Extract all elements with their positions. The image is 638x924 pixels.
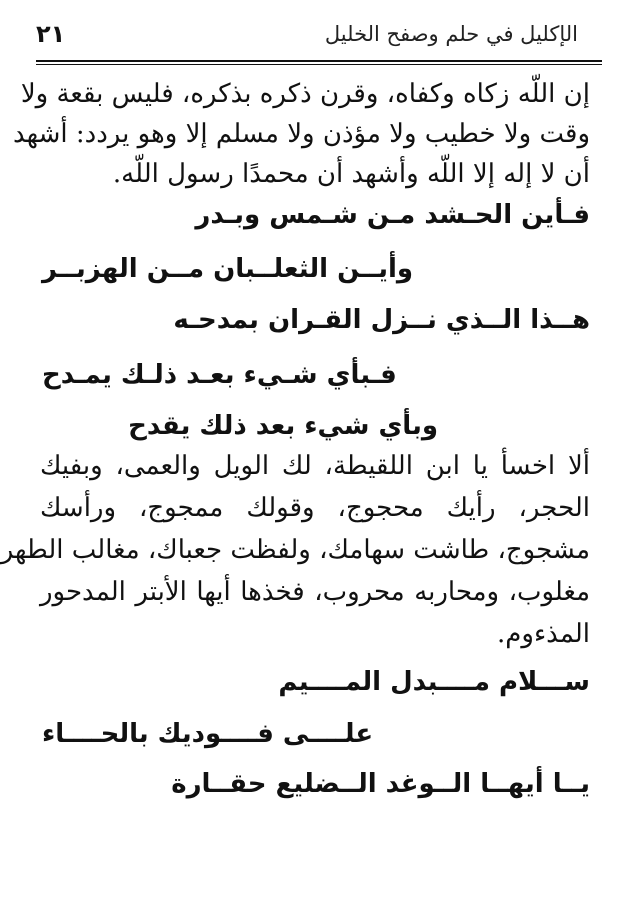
prose-line: مغلوب، ومحاربه محروب، فخذها أيها الأبتر المدحور	[40, 577, 590, 607]
prose-line: وقت ولا خطيب ولا مؤذن ولا مسلم إلا وهو يردد: أشهد	[12, 119, 590, 149]
prose-line: أن لا إله إلا اللّه وأشهد أن محمدًا رسول اللّه.	[112, 159, 590, 189]
verse-line: وبأي شيء بعد ذلك يقدح	[128, 411, 438, 441]
prose-line: الحجر، رأيك محجوج، وقولك ممجوج، ورأسك	[40, 493, 590, 523]
verse-line: وأيــن الثعلــبان مــن الهزبــر	[42, 254, 414, 284]
verse-line: فـبأي شـيء بعـد ذلـك يمـدح	[42, 360, 397, 390]
prose-line: مشجوج، طاشت سهامك، ولفظت جعباك، مغالب الطهر	[0, 535, 590, 565]
verse-line: فـأين الحـشد مـن شـمس وبـدر	[195, 200, 590, 230]
prose-line: إن اللّه زكاه وكفاه، وقرن ذكره بذكره، فليس بقعة ولا	[20, 79, 590, 109]
header-rule-top	[36, 60, 602, 62]
prose-line: ألا اخسأ يا ابن اللقيطة، لك الويل والعمى، وبفيك	[40, 451, 590, 481]
verse-line: هــذا الــذي نــزل القـران بمدحـه	[173, 305, 590, 335]
page-header	[36, 14, 578, 54]
prose-line: المذءوم.	[497, 619, 590, 649]
verse-line: يــا أيهــا الــوغد الــضليع حقــارة	[171, 769, 590, 799]
running-title: الإكليل في حلم وصفح الخليل	[324, 22, 578, 46]
page-number: ٢١	[36, 20, 66, 48]
verse-line: علــــى فــــوديك بالحــــاء	[42, 719, 374, 749]
header-rule-bottom	[36, 64, 602, 65]
verse-line: ســـلام مــــبدل المــــيم	[278, 667, 590, 697]
